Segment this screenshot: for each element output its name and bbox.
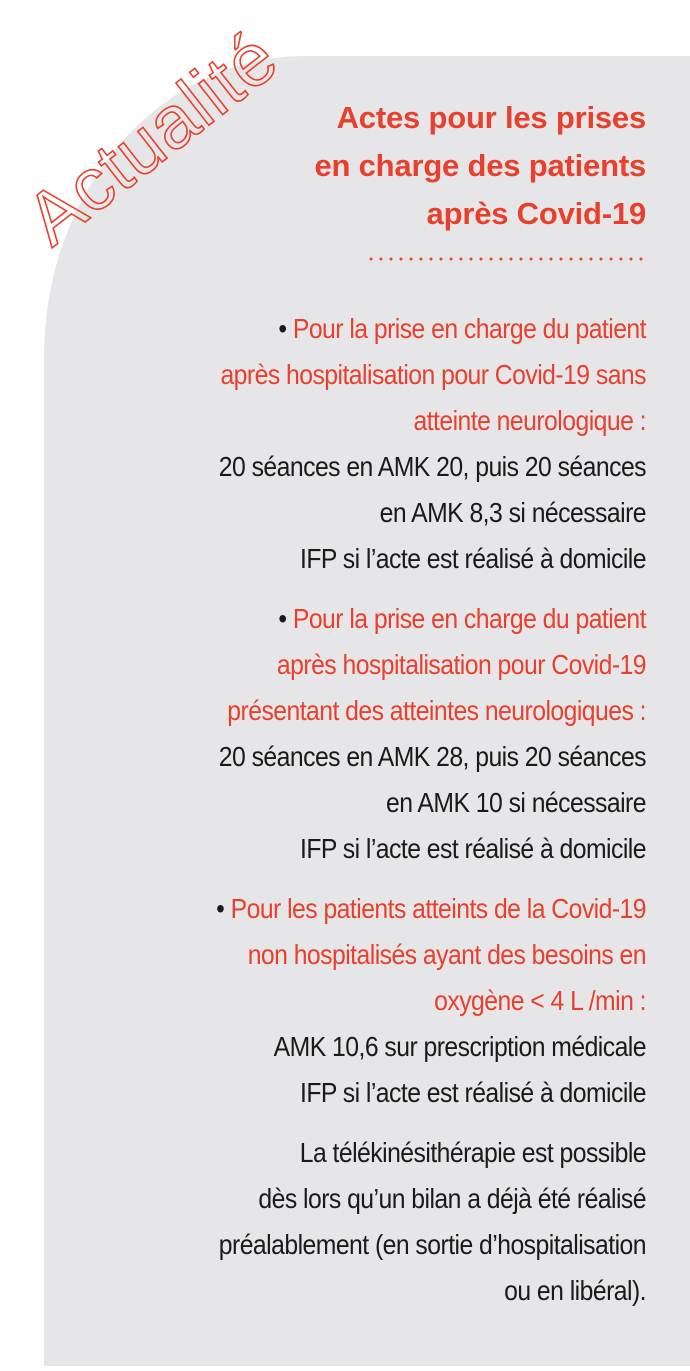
dotted-divider	[368, 256, 646, 262]
title-line: Actes pour les prises	[336, 100, 646, 135]
section-patient-atteintes-neurologiques	[106, 596, 646, 872]
section-body-line: en AMK 8,3 si nécessaire	[379, 497, 646, 528]
bullet-icon: •	[278, 313, 287, 344]
note-line: La télékinésithérapie est possible	[299, 1137, 646, 1168]
title-line: après Covid-19	[426, 196, 646, 231]
section-body-line: AMK 10,6 sur prescription médicale	[273, 1031, 646, 1062]
section-body-line: IFP si l’acte est réalisé à domicile	[299, 1077, 646, 1108]
note-line: dès lors qu’un bilan a déjà été réalisé	[258, 1183, 646, 1214]
section-body-line: 20 séances en AMK 20, puis 20 séances	[218, 451, 646, 482]
section-heading-line: après hospitalisation pour Covid-19	[276, 649, 646, 680]
section-body-line: en AMK 10 si nécessaire	[386, 787, 646, 818]
bullet-icon: •	[278, 603, 287, 634]
note-line: préalablement (en sortie d’hospitalisation	[218, 1229, 646, 1260]
bullet-icon: •	[216, 893, 225, 924]
telekine-note	[106, 1130, 646, 1314]
article-title	[46, 94, 646, 238]
note-line: ou en libéral).	[504, 1275, 646, 1306]
article-content	[46, 94, 646, 1314]
section-patients-non-hospitalises	[106, 886, 646, 1116]
section-heading-line: atteinte neurologique :	[413, 405, 646, 436]
section-body-line: IFP si l’acte est réalisé à domicile	[299, 543, 646, 574]
section-heading-line: présentant des atteintes neurologiques :	[227, 695, 646, 726]
section-heading-line: • Pour la prise en charge du patient	[278, 603, 646, 634]
section-body-line: IFP si l’acte est réalisé à domicile	[299, 833, 646, 864]
section-heading-line: • Pour la prise en charge du patient	[278, 313, 646, 344]
section-heading-line: oxygène < 4 L /min :	[434, 985, 646, 1016]
actualite-tag-text: Actualité	[10, 14, 293, 261]
section-heading-line: • Pour les patients atteints de la Covid-19	[216, 893, 646, 924]
section-heading-line: après hospitalisation pour Covid-19 sans	[220, 359, 646, 390]
section-patient-sans-atteinte	[106, 306, 646, 582]
section-body-line: 20 séances en AMK 28, puis 20 séances	[218, 741, 646, 772]
title-line: en charge des patients	[314, 148, 646, 183]
section-heading-line: non hospitalisés ayant des besoins en	[247, 939, 647, 970]
